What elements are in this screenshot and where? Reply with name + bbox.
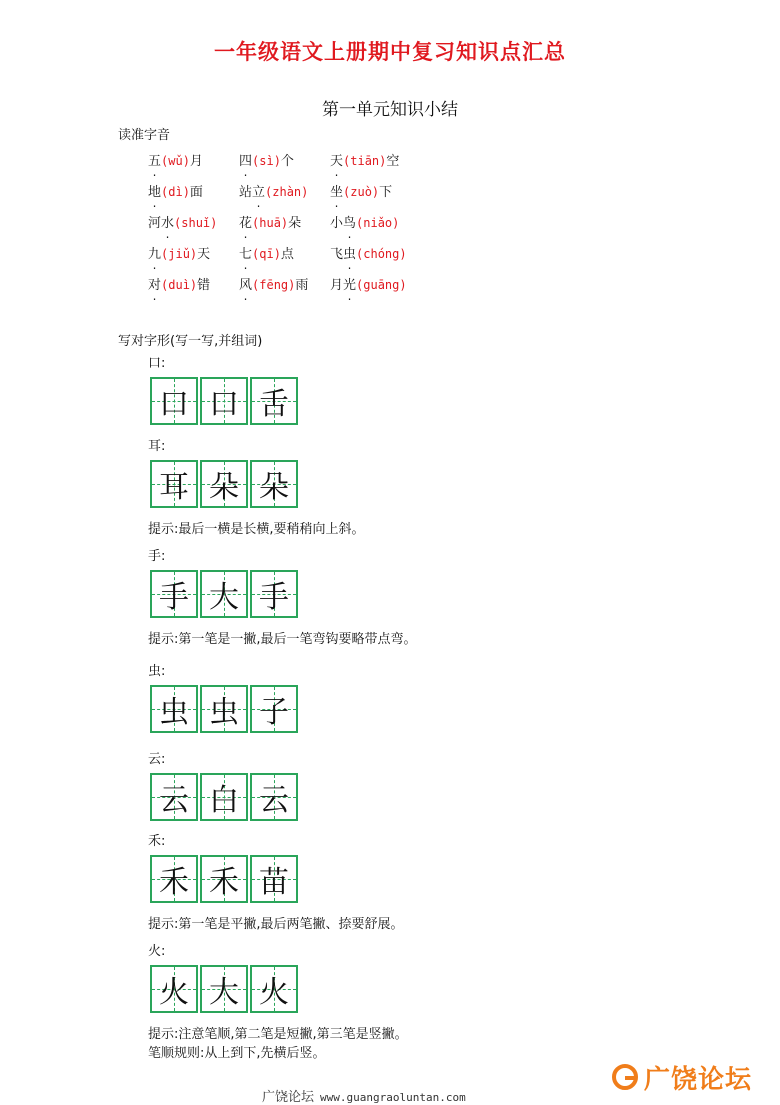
dotted-character: 坐 bbox=[330, 185, 344, 200]
word-character: 河 bbox=[148, 216, 162, 231]
pinyin-text: (jiǔ) bbox=[161, 247, 198, 261]
word-character: 月 bbox=[330, 278, 344, 293]
character-label: 耳: bbox=[148, 439, 166, 454]
word-character: 雨 bbox=[295, 278, 309, 293]
page-title: 一年级语文上册期中复习知识点汇总 bbox=[214, 40, 566, 64]
footer-url: www.guangraoluntan.com bbox=[320, 1091, 466, 1104]
pinyin-word bbox=[239, 243, 330, 274]
pinyin-word bbox=[239, 150, 330, 181]
dotted-character: 鸟 bbox=[343, 216, 357, 231]
tianzige-box bbox=[200, 965, 248, 1013]
pinyin-text: (dì) bbox=[161, 185, 190, 199]
tianzige-box bbox=[250, 460, 298, 508]
pinyin-text: (sì) bbox=[252, 154, 281, 168]
pinyin-word bbox=[148, 150, 239, 181]
tianzige-row bbox=[150, 855, 300, 903]
pinyin-text: (zhàn) bbox=[265, 185, 309, 199]
footer bbox=[262, 1086, 466, 1105]
tianzige-box bbox=[250, 855, 298, 903]
tianzige-box bbox=[150, 570, 198, 618]
tianzige-box bbox=[250, 773, 298, 821]
pinyin-text: (niǎo) bbox=[356, 216, 400, 230]
writing-tip: 提示:第一笔是平撇,最后两笔撇、捺要舒展。 bbox=[148, 917, 404, 932]
stroke-rule-text: 笔顺规则:从上到下,先横后竖。 bbox=[148, 1046, 326, 1061]
section-heading-write: 写对字形(写一写,并组词) bbox=[118, 334, 263, 349]
tianzige-box bbox=[200, 460, 248, 508]
pinyin-row bbox=[148, 243, 421, 274]
pinyin-word bbox=[148, 243, 239, 274]
tianzige-box bbox=[150, 377, 198, 425]
tianzige-box bbox=[250, 965, 298, 1013]
word-character: 飞 bbox=[330, 247, 344, 262]
character-label: 虫: bbox=[148, 664, 166, 679]
word-character: 空 bbox=[386, 154, 400, 169]
pinyin-text: (tiān) bbox=[343, 154, 387, 168]
word-character: 面 bbox=[189, 185, 203, 200]
character-label: 火: bbox=[148, 944, 166, 959]
pinyin-text: (qī) bbox=[252, 247, 281, 261]
tianzige-box bbox=[150, 460, 198, 508]
practice-character: 舌 bbox=[259, 387, 289, 422]
word-character: 朵 bbox=[288, 216, 302, 231]
pinyin-word bbox=[148, 181, 239, 212]
character-label: 手: bbox=[148, 549, 166, 564]
word-character: 天 bbox=[197, 247, 211, 262]
tianzige-box bbox=[250, 685, 298, 733]
practice-character: 火 bbox=[259, 975, 289, 1010]
tianzige-box bbox=[250, 570, 298, 618]
tianzige-row bbox=[150, 685, 300, 733]
tianzige-box bbox=[200, 855, 248, 903]
footer-site-name: 广饶论坛 bbox=[262, 1090, 315, 1105]
character-label: 云: bbox=[148, 752, 166, 767]
practice-character: 禾 bbox=[209, 865, 239, 900]
practice-character: 朵 bbox=[259, 470, 289, 505]
dotted-character: 七 bbox=[239, 247, 253, 262]
character-label: 禾: bbox=[148, 834, 166, 849]
pinyin-text: (shuǐ) bbox=[174, 216, 218, 230]
tianzige-box bbox=[150, 685, 198, 733]
pinyin-word bbox=[239, 181, 330, 212]
practice-character: 大 bbox=[209, 975, 239, 1010]
pinyin-word bbox=[330, 181, 421, 212]
word-character: 站 bbox=[239, 185, 253, 200]
pinyin-row bbox=[148, 150, 421, 181]
dotted-character: 水 bbox=[161, 216, 175, 231]
practice-character: 朵 bbox=[209, 470, 239, 505]
dotted-character: 天 bbox=[330, 154, 344, 169]
pinyin-text: (zuò) bbox=[343, 185, 380, 199]
dotted-character: 风 bbox=[239, 278, 253, 293]
pinyin-text: (fēng) bbox=[252, 278, 296, 292]
dotted-character: 地 bbox=[148, 185, 162, 200]
pinyin-row bbox=[148, 212, 421, 243]
pinyin-row bbox=[148, 274, 421, 305]
practice-character: 子 bbox=[259, 695, 289, 730]
practice-character: 虫 bbox=[159, 695, 189, 730]
practice-character: 手 bbox=[159, 580, 189, 615]
word-character: 下 bbox=[379, 185, 393, 200]
practice-character: 白 bbox=[209, 783, 239, 818]
section-heading-pinyin: 读准字音 bbox=[118, 128, 171, 143]
character-label: 口: bbox=[148, 356, 166, 371]
pinyin-word bbox=[148, 212, 239, 243]
practice-character: 火 bbox=[159, 975, 189, 1010]
word-character: 小 bbox=[330, 216, 344, 231]
practice-character: 口 bbox=[209, 387, 239, 422]
pinyin-text: (huā) bbox=[252, 216, 289, 230]
pinyin-text: (guāng) bbox=[356, 278, 407, 292]
pinyin-word bbox=[330, 274, 421, 305]
tianzige-row bbox=[150, 460, 300, 508]
writing-tip: 提示:注意笔顺,第二笔是短撇,第三笔是竖撇。 bbox=[148, 1027, 408, 1042]
practice-character: 禾 bbox=[159, 865, 189, 900]
tianzige-box bbox=[150, 855, 198, 903]
tianzige-row bbox=[150, 570, 300, 618]
dotted-character: 花 bbox=[239, 216, 253, 231]
dotted-character: 虫 bbox=[343, 247, 357, 262]
practice-character: 云 bbox=[259, 783, 289, 818]
practice-character: 手 bbox=[259, 580, 289, 615]
dotted-character: 光 bbox=[343, 278, 357, 293]
site-logo bbox=[612, 1058, 772, 1096]
pinyin-word bbox=[239, 212, 330, 243]
tianzige-box bbox=[200, 685, 248, 733]
pinyin-word bbox=[330, 243, 421, 274]
dotted-character: 九 bbox=[148, 247, 162, 262]
tianzige-box bbox=[200, 773, 248, 821]
dotted-character: 四 bbox=[239, 154, 253, 169]
dotted-character: 对 bbox=[148, 278, 162, 293]
tianzige-box bbox=[150, 965, 198, 1013]
word-character: 点 bbox=[280, 247, 294, 262]
pinyin-word bbox=[239, 274, 330, 305]
logo-text: 广饶论坛 bbox=[644, 1064, 753, 1095]
practice-character: 苗 bbox=[259, 865, 289, 900]
dotted-character: 五 bbox=[148, 154, 162, 169]
pinyin-word bbox=[330, 150, 421, 181]
word-character: 个 bbox=[280, 154, 294, 169]
pinyin-word bbox=[330, 212, 421, 243]
tianzige-box bbox=[150, 773, 198, 821]
practice-character: 虫 bbox=[209, 695, 239, 730]
tianzige-box bbox=[250, 377, 298, 425]
word-character: 错 bbox=[197, 278, 211, 293]
unit-title: 第一单元知识小结 bbox=[322, 100, 458, 120]
tianzige-row bbox=[150, 773, 300, 821]
writing-tip: 提示:第一笔是一撇,最后一笔弯钩要略带点弯。 bbox=[148, 632, 417, 647]
tianzige-box bbox=[200, 570, 248, 618]
tianzige-row bbox=[150, 377, 300, 425]
pinyin-row bbox=[148, 181, 421, 212]
word-character: 月 bbox=[189, 154, 203, 169]
writing-tip: 提示:最后一横是长横,要稍稍向上斜。 bbox=[148, 522, 365, 537]
pinyin-text: (duì) bbox=[161, 278, 198, 292]
tianzige-row bbox=[150, 965, 300, 1013]
logo-g-icon bbox=[612, 1064, 638, 1090]
pinyin-text: (chóng) bbox=[356, 247, 407, 261]
practice-character: 口 bbox=[159, 387, 189, 422]
practice-character: 耳 bbox=[159, 470, 189, 505]
pinyin-text: (wǔ) bbox=[161, 154, 190, 168]
practice-character: 大 bbox=[209, 580, 239, 615]
pinyin-grid bbox=[148, 150, 421, 305]
practice-character: 云 bbox=[159, 783, 189, 818]
pinyin-word bbox=[148, 274, 239, 305]
tianzige-box bbox=[200, 377, 248, 425]
dotted-character: 立 bbox=[252, 185, 266, 200]
